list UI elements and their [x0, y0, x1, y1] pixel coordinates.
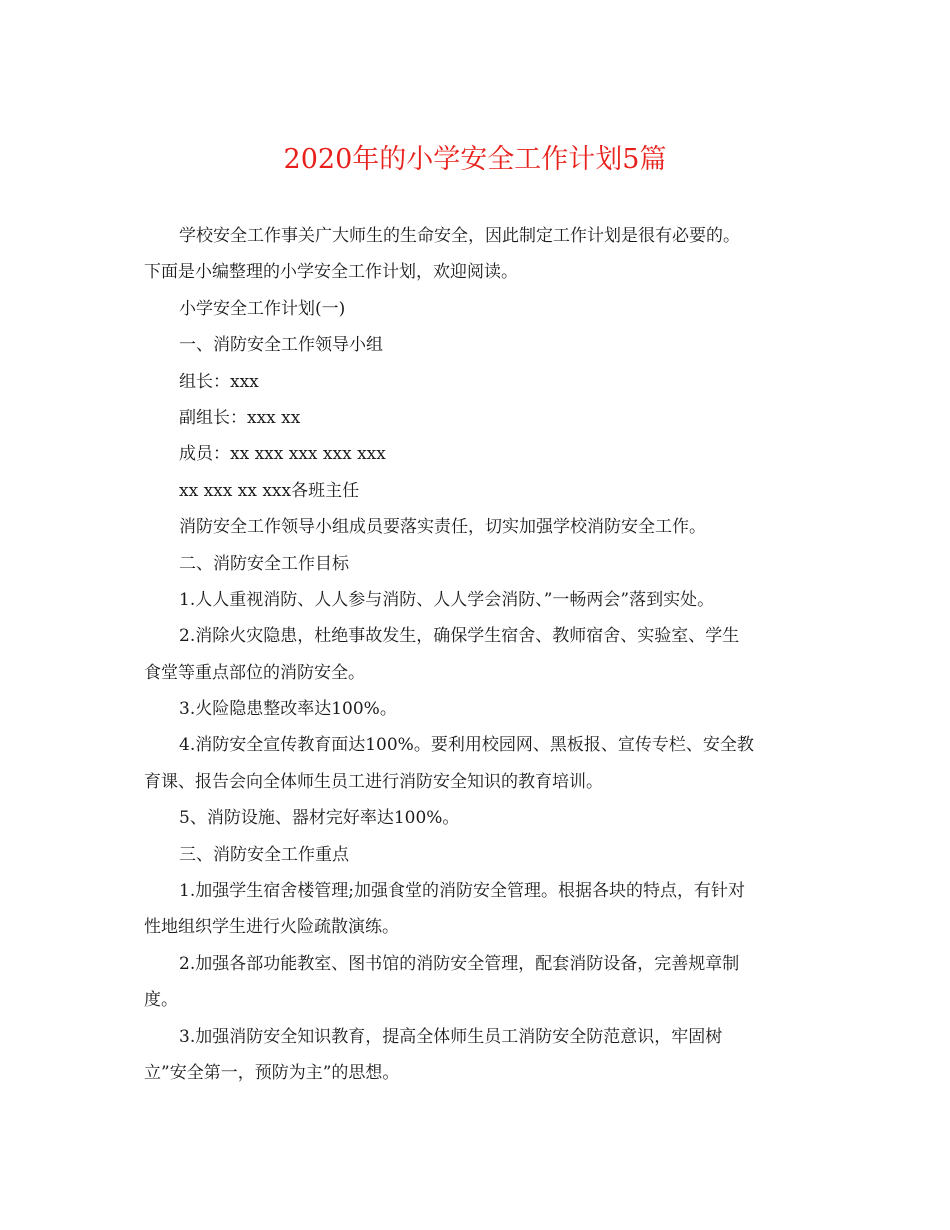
text-line: 二、消防安全工作目标 — [179, 553, 349, 574]
text-line: 成员：xx xxx xxx xxx xxx — [179, 444, 386, 465]
text-line: 副组长：xxx xx — [179, 407, 301, 428]
text-line: 性地组织学生进行火险疏散演练。 — [144, 917, 399, 938]
text-line: 2.加强各部功能教室、图书馆的消防安全管理，配套消防设备，完善规章制 — [179, 953, 740, 974]
text-line: 食堂等重点部位的消防安全。 — [144, 662, 365, 683]
text-line: 3.火险隐患整改率达100%。 — [179, 699, 397, 720]
text-line: 立”安全第一，预防为主”的思想。 — [144, 1062, 400, 1083]
text-line: 2.消除火灾隐患，杜绝事故发生，确保学生宿舍、教师宿舍、实验室、学生 — [179, 626, 740, 647]
text-line: 下面是小编整理的小学安全工作计划，欢迎阅读。 — [144, 262, 518, 283]
text-line: 组长：xxx — [179, 371, 259, 392]
text-line: xx xxx xx xxx各班主任 — [179, 480, 360, 501]
text-line: 学校安全工作事关广大师生的生命安全，因此制定工作计划是很有必要的。 — [179, 226, 740, 246]
text-line: 4.消防安全宣传教育面达100%。要利用校园网、黑板报、宣传专栏、安全教 — [179, 735, 754, 756]
text-line: 三、消防安全工作重点 — [179, 844, 349, 865]
text-line: 一、消防安全工作领导小组 — [179, 335, 383, 356]
text-line: 消防安全工作领导小组成员要落实责任，切实加强学校消防安全工作。 — [179, 517, 706, 538]
document-body — [144, 218, 804, 1091]
text-line: 3.加强消防安全知识教育，提高全体师生员工消防安全防范意识，牢固树 — [179, 1026, 723, 1047]
text-line: 度。 — [144, 990, 178, 1011]
text-line: 1.人人重视消防、人人参与消防、人人学会消防、”一畅两会”落到实处。 — [179, 589, 715, 610]
text-line: 5、消防设施、器材完好率达100%。 — [179, 808, 460, 829]
document-title: 2020年的小学安全工作计划5篇 — [283, 144, 667, 175]
text-line: 育课、报告会向全体师生员工进行消防安全知识的教育培训。 — [144, 771, 603, 792]
text-line: 小学安全工作计划(一) — [179, 298, 346, 319]
text-line: 1.加强学生宿舍楼管理;加强食堂的消防安全管理。根据各块的特点，有针对 — [179, 881, 745, 902]
